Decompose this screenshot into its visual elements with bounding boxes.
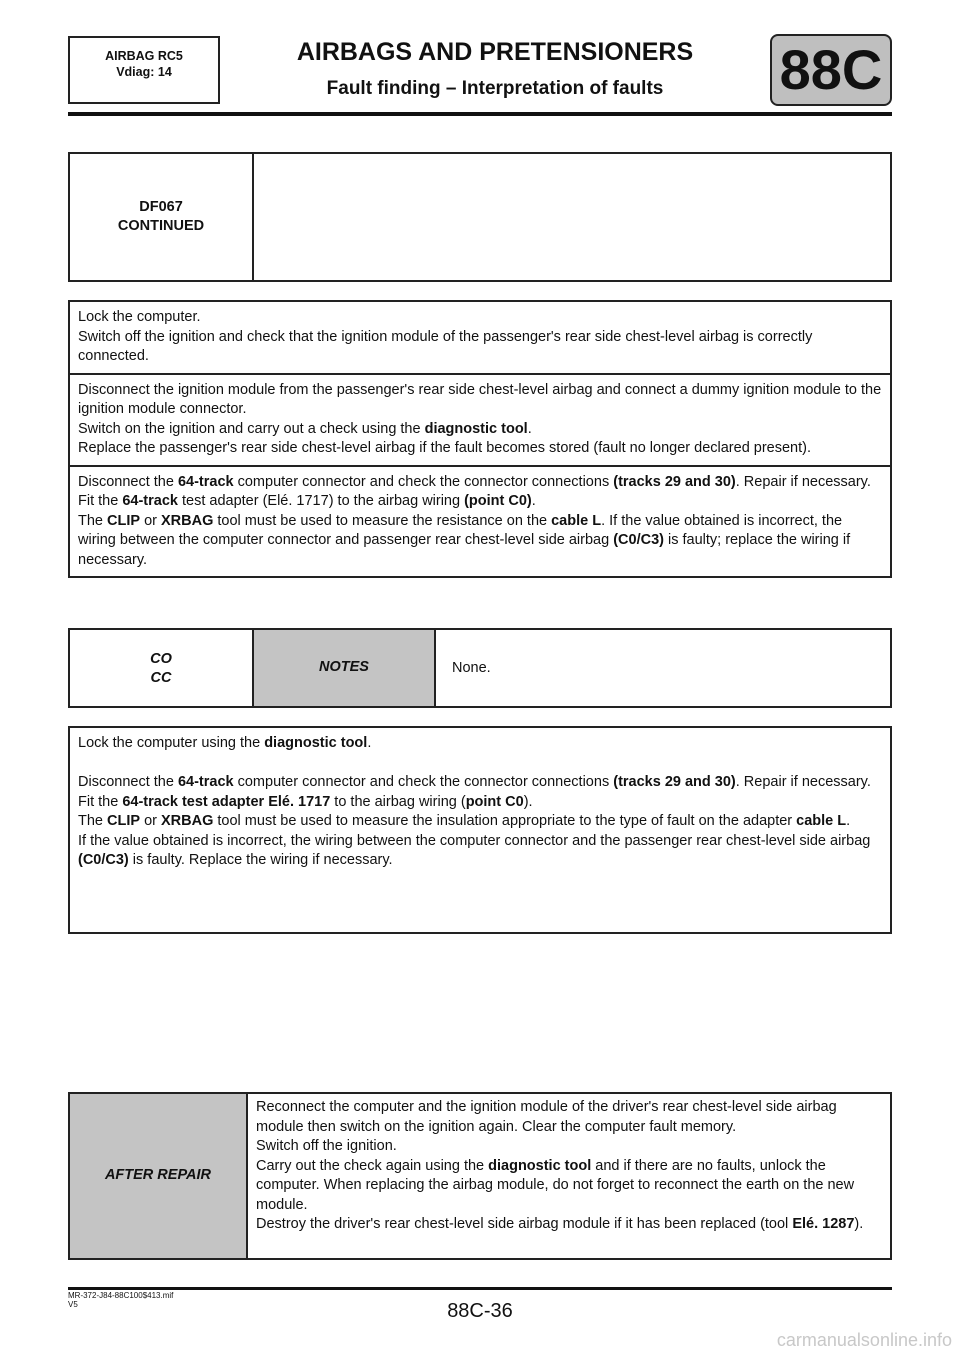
text: or [140, 512, 161, 529]
text-bold: (tracks 29 and 30) [613, 473, 736, 490]
text: is faulty; replace the wiring if necessary. [78, 532, 851, 568]
after-repair-label: AFTER REPAIR [104, 1167, 212, 1183]
text: Fit the [78, 793, 123, 810]
fault-header-table [68, 152, 892, 282]
text: The [78, 512, 108, 529]
after-repair-table [68, 1092, 892, 1260]
co-line4 [78, 812, 882, 832]
fault-code: DF067 [139, 199, 183, 215]
text-bold: cable L [551, 512, 602, 529]
co-cc-label [70, 630, 252, 706]
spacer [78, 754, 882, 774]
after-line1: Reconnect the computer and the ignition module of the driver's rear chest-level side airbag module then switch on the ignition again. Clear the computer fault memory. [256, 1099, 837, 1135]
text: . [531, 493, 536, 509]
footer-divider [68, 1287, 892, 1290]
after-repair-label-cell [70, 1094, 248, 1258]
text: Lock the computer using the [78, 735, 265, 751]
text: computer connector and check the connector connections [233, 774, 614, 790]
co-label: CO [150, 651, 172, 667]
co-cc-table [68, 628, 892, 708]
after-line3 [256, 1157, 884, 1216]
text: Fit the [78, 493, 123, 509]
text: Destroy the driver's rear chest-level side airbag module if it has been replaced (tool [256, 1216, 793, 1232]
header-divider [68, 112, 892, 116]
text-bold: (C0/C3) [78, 852, 129, 868]
text-bold: (C0/C3) [613, 532, 664, 548]
co-procedure-text [70, 728, 890, 877]
text-bold: cable L [796, 813, 847, 829]
section-code: 88C [770, 34, 892, 106]
text: computer connector and check the connector connections [233, 473, 614, 490]
text: and if there are no faults, unlock the computer. When replacing the airbag module, do not forget to reconnect the earth on the new module. [256, 1157, 855, 1213]
co-line2 [78, 773, 882, 793]
text: ). [854, 1216, 864, 1232]
text: test adapter (Elé. 1717) to the airbag wiring [177, 493, 465, 509]
text: The [78, 813, 108, 829]
procedure-step-3 [70, 465, 890, 577]
tool-ref: Elé. 1287 [792, 1216, 855, 1232]
page-title: AIRBAGS AND PRETENSIONERS [296, 38, 694, 66]
model-box [68, 36, 220, 104]
text: . If the value obtained is incorrect, the wiring between the computer connector and passenger rear chest-level side airbag [78, 512, 843, 548]
page-subtitle: Fault finding – Interpretation of faults [326, 78, 664, 99]
model-label: AIRBAG RC5 [105, 49, 183, 63]
text: Carry out the check again using the [256, 1157, 489, 1174]
text: Switch on the ignition and carry out a check using the [78, 420, 425, 437]
co-line3 [78, 793, 882, 813]
text-bold: (point C0) [464, 493, 532, 509]
text-bold: 64-track [177, 774, 234, 790]
step3-line3 [78, 512, 882, 571]
notes-label: NOTES [319, 659, 369, 675]
text-bold: (tracks 29 and 30) [613, 774, 736, 790]
doc-version: V5 [68, 1300, 78, 1309]
text-bold: CLIP [107, 512, 141, 529]
text: Disconnect the [78, 473, 178, 490]
notes-label-cell [252, 630, 436, 706]
step1-line1: Lock the computer. [78, 309, 201, 325]
text: to the airbag wiring ( [330, 793, 466, 810]
tool-name: diagnostic tool [264, 735, 368, 751]
step2-line2 [78, 420, 882, 440]
text: . [527, 420, 532, 437]
text: . Repair if necessary. [735, 774, 871, 790]
after-line2: Switch off the ignition. [256, 1138, 397, 1154]
co-line5 [78, 832, 882, 871]
step1-line2: Switch off the ignition and check that the ignition module of the passenger's rear side chest-level airbag is correctly connected. [78, 328, 813, 364]
procedure-table [68, 300, 892, 578]
cc-label: CC [150, 670, 172, 686]
page-number: 88C-36 [447, 1300, 513, 1322]
watermark: carmanualsonline.info [776, 1330, 952, 1350]
step3-line1 [78, 473, 882, 493]
text: is faulty. Replace the wiring if necessary. [128, 852, 393, 868]
footer-meta [68, 1291, 173, 1309]
text-bold: point C0 [465, 793, 524, 810]
text-bold: CLIP [107, 813, 141, 829]
text: . [846, 813, 851, 829]
text: ). [523, 793, 533, 810]
co-line1 [78, 734, 882, 754]
tool-name: diagnostic tool [488, 1157, 592, 1174]
text-bold: 64-track [177, 473, 234, 490]
text: tool must be used to measure the insulation appropriate to the type of fault on the adapter [213, 813, 797, 829]
text: or [140, 813, 161, 829]
procedure-step-2 [70, 373, 890, 465]
column-divider [252, 154, 254, 280]
fault-status: CONTINUED [117, 218, 205, 234]
step2-line3: Replace the passenger's rear side chest-level airbag if the fault becomes stored (fault no longer declared present). [78, 440, 812, 456]
tool-name: diagnostic tool [424, 420, 528, 437]
text: Disconnect the [78, 774, 178, 790]
text-bold: 64-track [122, 493, 178, 509]
co-procedure-table [68, 726, 892, 934]
doc-reference: MR-372-J84-88C100$413.mif [68, 1291, 174, 1300]
text: If the value obtained is incorrect, the wiring between the computer connector and the passenger rear chest-level side airbag [78, 832, 871, 849]
text: . Repair if necessary. [735, 473, 871, 490]
procedure-step-1 [70, 302, 890, 373]
after-repair-text [256, 1098, 884, 1235]
text: . [367, 735, 372, 751]
vdiag-label: Vdiag: 14 [116, 65, 172, 79]
text-bold: XRBAG [161, 813, 214, 829]
after-line4 [256, 1215, 884, 1235]
text-bold: 64-track test adapter Elé. 1717 [122, 793, 331, 810]
step3-line2 [78, 492, 882, 512]
fault-header-label [70, 198, 252, 236]
text-bold: XRBAG [161, 512, 214, 529]
step2-line1: Disconnect the ignition module from the passenger's rear side chest-level airbag and connect a dummy ignition module to the ignition module connector. [78, 381, 882, 417]
text: tool must be used to measure the resistance on the [213, 512, 552, 529]
notes-value: None. [452, 660, 491, 676]
